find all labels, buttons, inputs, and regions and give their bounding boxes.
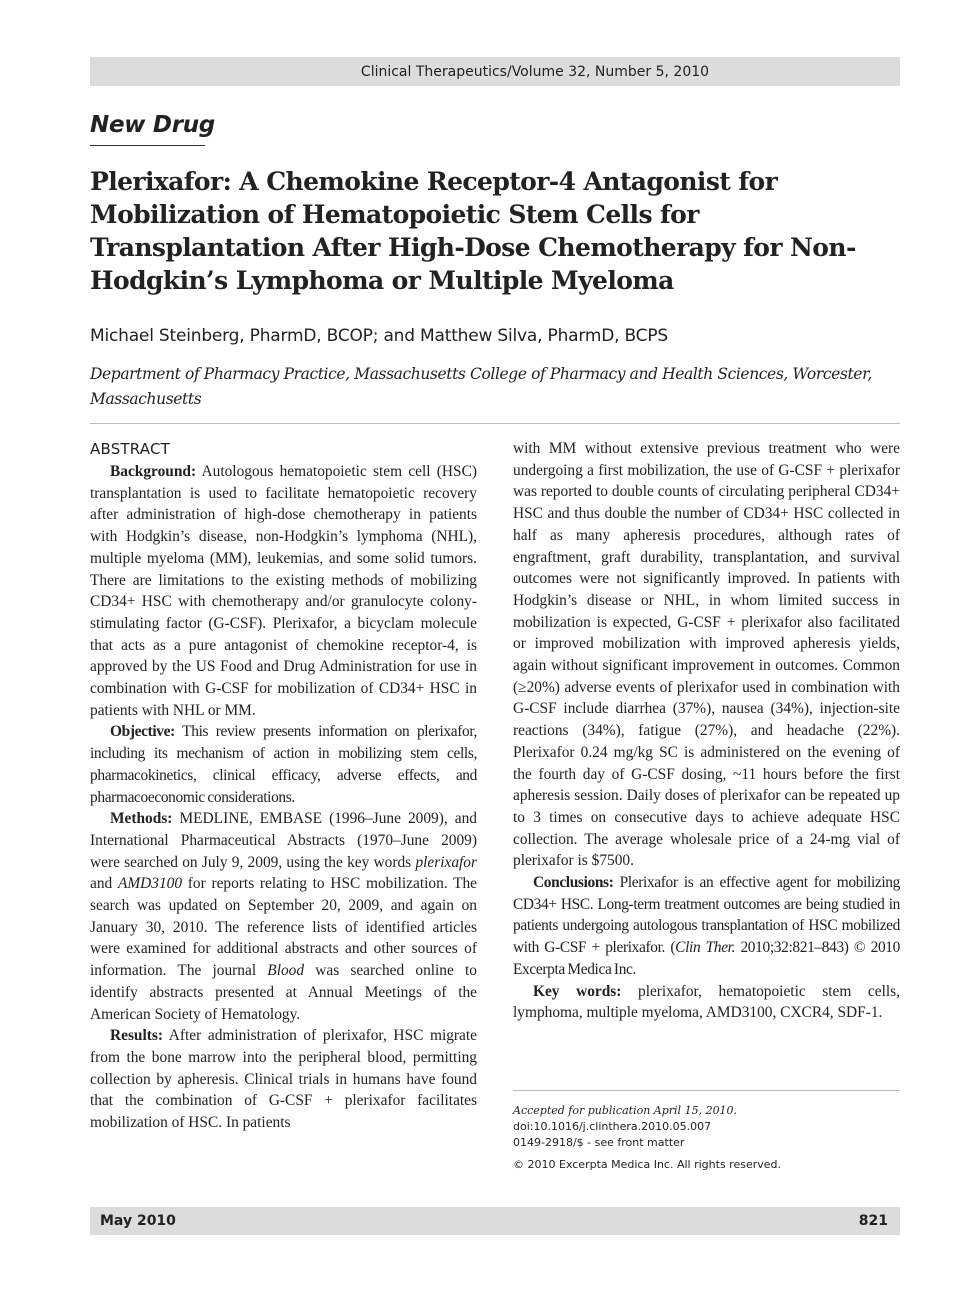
page-number: 821 [858, 1213, 888, 1229]
author-affiliation: Department of Pharmacy Practice, Massachusetts College of Pharmacy and Health Sciences, Worcester, Massachusetts [90, 365, 872, 408]
citation-journal: Clin Ther. [675, 939, 736, 957]
abstract-column-left [90, 438, 477, 1134]
footnote-divider [513, 1090, 900, 1091]
citation-rest: 2010;32:821–843) © 2010 Excerpta Medica Inc. [513, 939, 900, 978]
methods-text-1: MEDLINE, EMBASE (1996–June 2009), and International Pharmaceutical Abstracts (1970–June 2009) were searched on July 9, 2009, using the key words [90, 810, 477, 871]
methods-keyword-plerixafor: plerixafor [415, 853, 477, 871]
abstract-conclusions [513, 872, 900, 981]
abstract-keywords [513, 981, 900, 1024]
abstract-heading: ABSTRACT [90, 440, 171, 458]
section-label: New Drug [90, 112, 215, 138]
abstract-methods [90, 808, 477, 1025]
running-header [90, 57, 900, 86]
issn-line: 0149-2918/$ - see front matter [513, 1136, 685, 1149]
author-list: Michael Steinberg, PharmD, BCOP; and Matthew Silva, PharmD, BCPS [90, 326, 668, 346]
header-divider [90, 423, 900, 424]
keywords-text: plerixafor, hematopoietic stem cells, lymphoma, multiple myeloma, AMD3100, CXCR4, SDF-1. [513, 982, 900, 1022]
accepted-date: Accepted for publication April 15, 2010. [513, 1104, 738, 1117]
journal-citation-line: Clinical Therapeutics/Volume 32, Number 5, 2010 [360, 63, 710, 80]
results-text-left: After administration of plerixafor, HSC migrate from the bone marrow into the peripheral blood, permitting collection by apheresis. Clinical trials in humans have found that the combination of G-CSF + plerixafor facilitates mobilization of HSC. In patients [90, 1027, 477, 1132]
abstract-results-continued: with MM without extensive previous treatment who were undergoing a first mobilization, the use of G-CSF + plerixafor was reported to double counts of circulating peripheral CD34+ HSC and thus double the number of CD34+ HSC collected in half as many apheresis procedures, although rates of engraftment, graft durability, transplantation, and survival outcomes were not significantly improved. In patients with Hodgkin’s disease or NHL, in whom limited success in mobilization is expected, G-CSF + plerixafor also facilitated or improved mobilization with improved apheresis yields, again without significant improvement in outcomes. Common (≥20%) adverse events of plerixafor used in combination with G-CSF include diarrhea (37%), nausea (34%), injection-site reactions (34%), fatigue (27%), and headache (22%). Plerixafor 0.24 mg/kg SC is administered on the evening of the fourth day of G-CSF dosing, ~11 hours before the first apheresis session. Daily doses of plerixafor can be repeated up to 3 times on consecutive days to achieve adequate HSC collection. The average wholesale price of a 24-mg vial of plerixafor is $7500. [513, 440, 900, 870]
doi-line: doi:10.1016/j.clinthera.2010.05.007 [513, 1120, 712, 1133]
publication-footnotes [513, 1103, 900, 1173]
objective-label: Objective: [110, 723, 175, 741]
methods-keyword-amd3100: AMD3100 [117, 875, 183, 893]
running-footer [90, 1207, 900, 1235]
methods-and: and [90, 875, 118, 893]
abstract-column-right [513, 438, 900, 1024]
article-title: Plerixafor: A Chemokine Receptor-4 Antagonist for Mobilization of Hematopoietic Stem Cells for Transplantation After High-Dose Chemotherapy for Non-Hodgkin’s Lymphoma or Multiple Myeloma [90, 167, 856, 295]
methods-label: Methods: [110, 810, 173, 828]
abstract-background [90, 461, 477, 721]
conclusions-text: Plerixafor is an effective agent for mobilizing CD34+ HSC. Long-term treatment outcomes are being studied in patients undergoing autologous transplantation of HSC mobilized with G-CSF + plerixafor. ( [513, 874, 900, 957]
results-label: Results: [110, 1027, 164, 1045]
abstract-results-start [90, 1025, 477, 1134]
keywords-label: Key words: [533, 982, 622, 1000]
background-label: Background: [110, 463, 197, 480]
objective-text: This review presents information on plerixafor, including its mechanism of action in mobilizing stem cells, pharmacokinetics, clinical efficacy, adverse effects, and pharmacoeconomic considerations. [90, 723, 477, 806]
copyright-line: © 2010 Excerpta Medica Inc. All rights reserved. [513, 1158, 781, 1171]
conclusions-label: Conclusions: [533, 874, 614, 892]
section-underline [90, 145, 205, 146]
methods-text-3: was searched online to identify abstracts presented at Annual Meetings of the American Society of Hematology. [90, 962, 477, 1023]
methods-journal-blood: Blood [267, 962, 305, 980]
methods-text-2: for reports relating to HSC mobilization. The search was updated on September 20, 2009, and again on January 30, 2010. The reference lists of identified articles were examined for additional abstracts and other sources of information. The journal [90, 875, 478, 980]
abstract-objective [90, 721, 477, 808]
background-text: Autologous hematopoietic stem cell (HSC) transplantation is used to facilitate hematopoietic recovery after administration of high-dose chemotherapy in patients with Hodgkin’s disease, non-Hodgkin’s lymphoma (NHL), multiple myeloma (MM), leukemias, and some solid tumors. There are limitations to the existing methods of mobilizing CD34+ HSC with chemotherapy and/or granulocyte colony-stimulating factor (G-CSF). Plerixafor, a bicyclam molecule that acts as a pure antagonist of chemokine receptor-4, is approved by the US Food and Drug Administration for use in combination with G-CSF for mobilization of CD34+ HSC in patients with NHL or MM. [90, 463, 477, 719]
issue-date: May 2010 [100, 1213, 176, 1229]
